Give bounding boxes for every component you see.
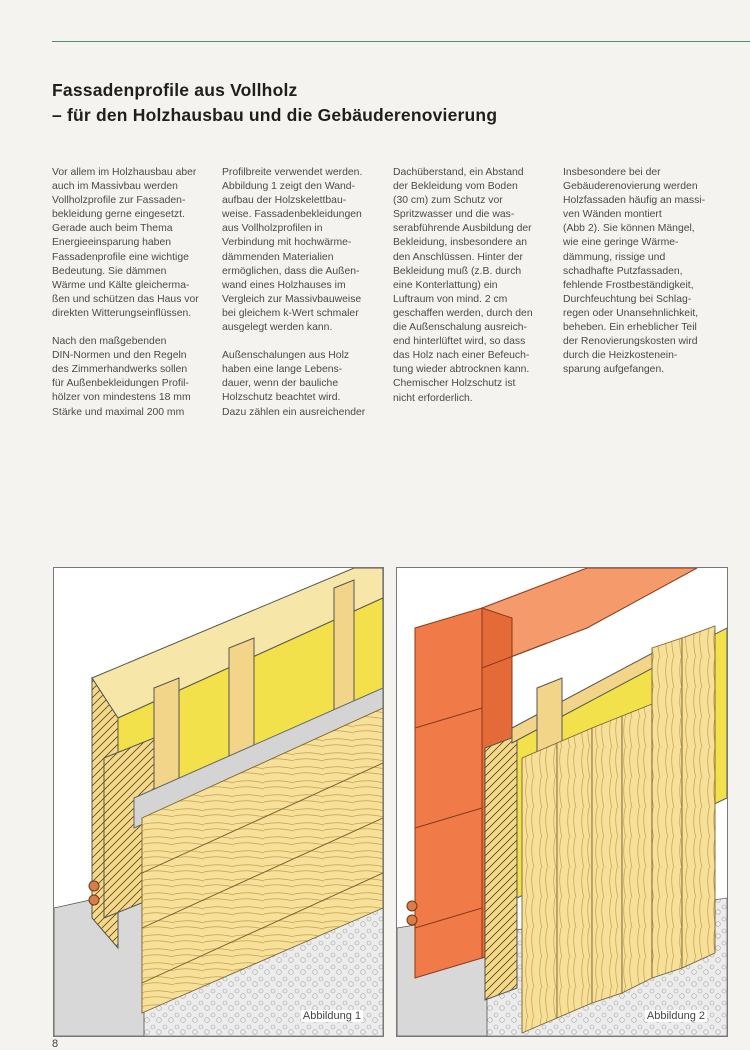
- text-line: schadhafte Putzfassaden,: [563, 265, 683, 277]
- text-line: direkten Witterungseinflüssen.: [52, 307, 192, 319]
- text-line: der Renovierungskosten wird: [563, 336, 698, 348]
- text-line: Stärke und maximal 200 mm: [52, 406, 185, 418]
- text-line: dämmenden Materialien: [222, 251, 334, 263]
- title-line-1: Fassadenprofile aus Vollholz: [52, 80, 298, 100]
- text-line: Dazu zählen ein ausreichender: [222, 406, 366, 418]
- figure-2: [396, 567, 728, 1037]
- top-rule: [52, 41, 750, 42]
- text-line: serabführende Ausbildung der: [393, 223, 532, 235]
- text-line: Durchfeuchtung bei Schlag-: [563, 293, 692, 305]
- text-line: Vollholzprofile zur Fassaden-: [52, 195, 186, 207]
- text-column-1: [52, 166, 216, 434]
- text-line: ausgelegt werden kann.: [222, 322, 333, 334]
- text-line: Bekleidung, insbesondere an: [393, 237, 528, 249]
- text-line: Verbindung mit hochwärme-: [222, 237, 352, 249]
- figure-1-illustration: [54, 568, 383, 1036]
- text-line: Chemischer Holzschutz ist: [393, 378, 516, 390]
- text-line: fehlende Frostbeständigkeit,: [563, 279, 694, 291]
- text-line: das Holz nach einer Befeuch-: [393, 350, 530, 362]
- paragraph: [563, 166, 727, 377]
- text-line: haben eine lange Lebens-: [222, 364, 343, 376]
- text-line: Spritzwasser und die was-: [393, 209, 515, 221]
- paragraph: [393, 166, 557, 406]
- text-line: Holzschutz beachtet wird.: [222, 392, 341, 404]
- text-line: regen oder Unansehnlichkeit,: [563, 307, 699, 319]
- text-line: wand eines Holzhauses im: [222, 279, 346, 291]
- text-line: der Bekleidung vom Boden: [393, 181, 518, 193]
- figure-1: [53, 567, 384, 1037]
- text-line: geschaffen werden, durch den: [393, 307, 533, 319]
- text-line: wie eine geringe Wärme-: [563, 237, 679, 249]
- text-line: die Außenschalung ausreich-: [393, 322, 528, 334]
- text-line: ßen und schützen das Haus vor: [52, 293, 199, 305]
- text-line: Nach den maßgebenden: [52, 336, 167, 348]
- text-line: Energieeinsparung haben: [52, 237, 172, 249]
- text-line: weise. Fassadenbekleidungen: [222, 209, 362, 221]
- text-line: Fassadenprofile eine wichtige: [52, 251, 189, 263]
- figure-2-illustration: [397, 568, 727, 1036]
- text-line: Holzfassaden häufig an massi-: [563, 195, 706, 207]
- text-line: Gebäuderenovierung werden: [563, 181, 698, 193]
- text-line: Insbesondere bei der: [563, 167, 661, 178]
- text-line: durch die Heizkostenein-: [563, 350, 678, 362]
- paragraph: [52, 335, 216, 420]
- figure-1-caption: Abbildung 1: [302, 1010, 361, 1022]
- text-line: den Anschlüssen. Hinter der: [393, 251, 523, 263]
- text-line: ermöglichen, dass die Außen-: [222, 265, 360, 277]
- text-line: Gerade auch beim Thema: [52, 223, 173, 235]
- text-line: Außenschalungen aus Holz: [222, 350, 350, 362]
- text-line: (30 cm) zum Schutz vor: [393, 195, 503, 207]
- text-column-3: [393, 166, 557, 420]
- text-line: dauer, wenn der bauliche: [222, 378, 339, 390]
- text-line: sparung aufgefangen.: [563, 364, 665, 376]
- text-line: DIN-Normen und den Regeln: [52, 350, 187, 362]
- text-column-2: [222, 166, 386, 434]
- text-line: end hinterlüftet wird, so dass: [393, 336, 526, 348]
- figure-2-caption: Abbildung 2: [646, 1010, 705, 1022]
- text-line: ven Wänden montiert: [563, 209, 662, 221]
- paragraph: [52, 166, 216, 321]
- title-line-2: – für den Holzhausbau und die Gebäuderenovierung: [52, 105, 498, 125]
- text-line: aus Vollholzprofilen in: [222, 223, 323, 235]
- text-line: Vergleich zur Massivbauweise: [222, 293, 362, 305]
- paragraph: [222, 349, 386, 419]
- text-line: Bedeutung. Sie dämmen: [52, 265, 167, 277]
- text-line: nicht erforderlich.: [393, 392, 473, 404]
- text-column-4: [563, 166, 727, 391]
- text-line: Vor allem im Holzhausbau aber: [52, 167, 197, 178]
- text-line: hölzer von mindestens 18 mm: [52, 392, 191, 404]
- text-line: (Abb 2). Sie können Mängel,: [563, 223, 695, 235]
- text-line: bekleidung gerne eingesetzt.: [52, 209, 185, 221]
- text-line: Abbildung 1 zeigt den Wand-: [222, 181, 356, 193]
- paragraph: [222, 166, 386, 335]
- text-line: Bekleidung muß (z.B. durch: [393, 265, 522, 277]
- text-line: des Zimmerhandwerks sollen: [52, 364, 188, 376]
- page-number: 8: [52, 1038, 59, 1050]
- text-line: aufbau der Holzskelettbau-: [222, 195, 347, 207]
- text-line: Profilbreite verwendet werden.: [222, 167, 363, 178]
- text-line: tung wieder abtrocknen kann.: [393, 364, 530, 376]
- text-line: auch im Massivbau werden: [52, 181, 178, 193]
- text-line: bei gleichem k-Wert schmaler: [222, 307, 359, 319]
- text-line: Dachüberstand, ein Abstand: [393, 167, 524, 178]
- text-line: Wärme und Kälte gleicherma-: [52, 279, 190, 291]
- page-title: [52, 78, 692, 128]
- text-line: Luftraum von mind. 2 cm: [393, 293, 508, 305]
- text-line: dämmung, rissige und: [563, 251, 666, 263]
- text-line: für Außenbekleidungen Profil-: [52, 378, 189, 390]
- text-line: eine Konterlattung) ein: [393, 279, 498, 291]
- text-line: beheben. Ein erheblicher Teil: [563, 322, 697, 334]
